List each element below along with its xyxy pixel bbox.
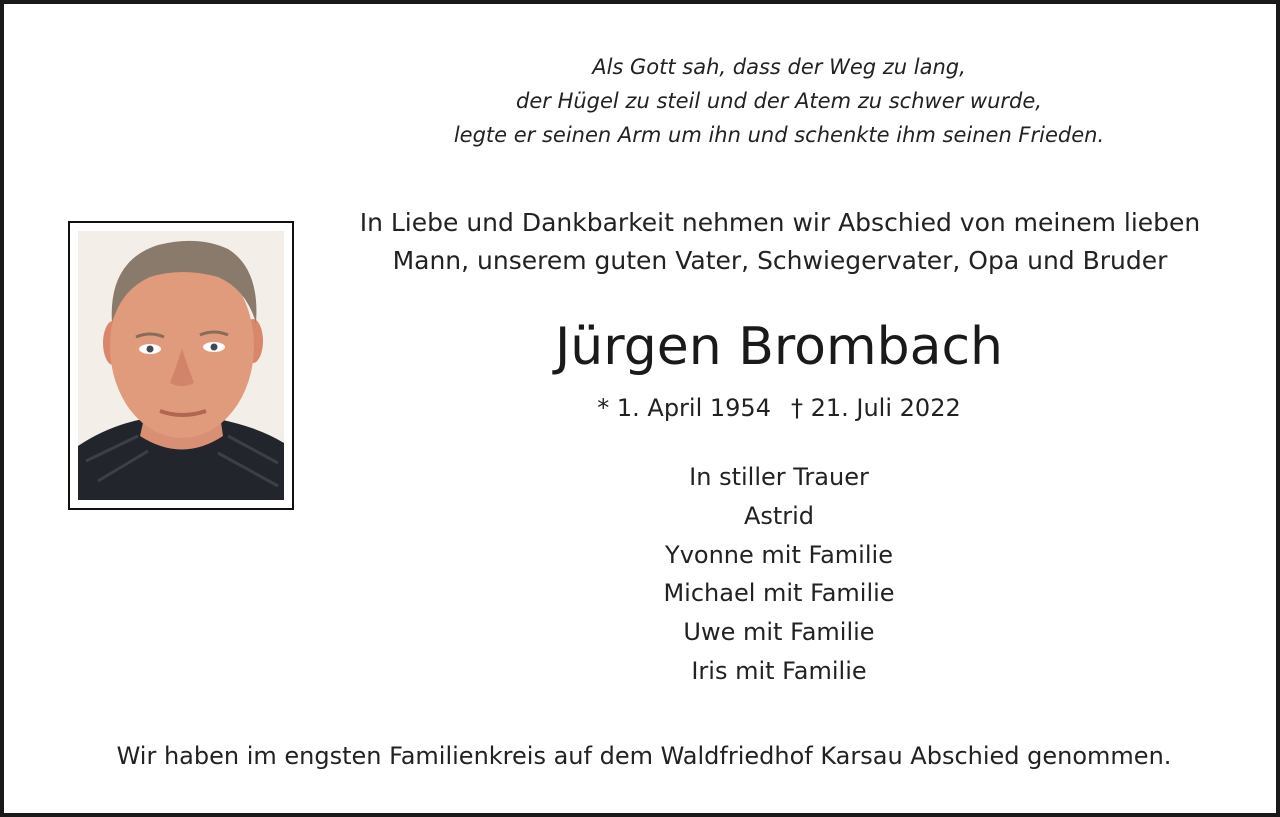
deceased-name: Jürgen Brombach [554, 317, 1004, 377]
death-date: † 21. Juli 2022 [790, 394, 961, 422]
mourner-name: Iris mit Familie [691, 656, 867, 685]
birth-date: * 1. April 1954 [597, 394, 771, 422]
poem-line: legte er seinen Arm um ihn und schenkte ihm seinen Frieden. [453, 123, 1105, 147]
mourners-list [304, 458, 1254, 691]
burial-note: Wir haben im engsten Familienkreis auf dem Waldfriedhof Karsau Abschied genommen. [116, 742, 1172, 770]
portrait-frame [68, 221, 294, 510]
poem [304, 50, 1254, 152]
mourner-name: Astrid [743, 501, 815, 530]
mourner-name: Yvonne mit Familie [665, 540, 893, 569]
intro-text [324, 204, 1236, 280]
intro-line: In Liebe und Dankbarkeit nehmen wir Abschied von meinem lieben [359, 208, 1201, 237]
intro-line: Mann, unserem guten Vater, Schwiegervater, Opa und Bruder [392, 246, 1168, 275]
life-dates [304, 390, 1254, 426]
mourners-heading: In stiller Trauer [689, 463, 869, 491]
mourner-name: Uwe mit Familie [683, 618, 875, 647]
portrait-photo [78, 231, 284, 500]
poem-line: der Hügel zu steil und der Atem zu schwer wurde, [516, 89, 1042, 113]
poem-line: Als Gott sah, dass der Weg zu lang, [592, 55, 966, 79]
mourner-name: Michael mit Familie [663, 579, 895, 608]
